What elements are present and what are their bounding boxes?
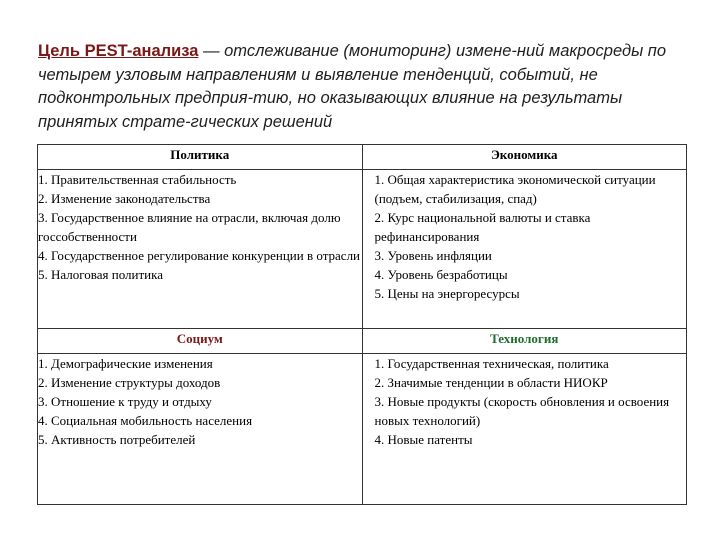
list-item: 5. Налоговая политика bbox=[38, 267, 163, 282]
header-technology: Технология bbox=[362, 329, 687, 354]
list-item: 3. Государственное влияние на отрасли, включая долю госсобственности bbox=[38, 210, 341, 244]
list-item: 2. Курс национальной валюты и ставка рефинансирования bbox=[374, 210, 591, 244]
intro-text: — отслеживание (мониторинг) измене-ний макросреды по четырем узловым направлениям и выявление тенденций, событий, не подконтрольных предприя-тию, но оказывающих влияние на результаты принятых страте-гических решений bbox=[38, 42, 667, 131]
list-item: 5. Цены на энергоресурсы bbox=[374, 286, 520, 301]
list-item: 1. Государственная техническая, политика bbox=[374, 356, 609, 371]
list-item: 5. Активность потребителей bbox=[38, 432, 196, 447]
pest-table bbox=[37, 144, 687, 505]
intro-lead: Цель PEST-анализа bbox=[38, 42, 199, 60]
header-politics: Политика bbox=[38, 145, 363, 170]
list-item: 2. Значимые тенденции в области НИОКР bbox=[374, 375, 608, 390]
content-row-top bbox=[38, 170, 687, 329]
header-society: Социум bbox=[38, 329, 363, 354]
content-row-bottom bbox=[38, 354, 687, 505]
intro-paragraph bbox=[38, 40, 688, 134]
politics-cell bbox=[38, 170, 363, 329]
list-item: 4. Государственное регулирование конкуренции в отрасли bbox=[38, 248, 361, 263]
list-item: 2. Изменение структуры доходов bbox=[38, 375, 221, 390]
list-item: 4. Уровень безработицы bbox=[374, 267, 508, 282]
list-item: 1. Демографические изменения bbox=[38, 356, 213, 371]
list-item: 2. Изменение законодательства bbox=[38, 191, 211, 206]
list-item: 3. Уровень инфляции bbox=[374, 248, 492, 263]
list-item: 1. Общая характеристика экономической ситуации (подъем, стабилизация, спад) bbox=[374, 172, 656, 206]
list-item: 3. Отношение к труду и отдыху bbox=[38, 394, 212, 409]
list-item: 4. Новые патенты bbox=[374, 432, 473, 447]
header-economics: Экономика bbox=[362, 145, 687, 170]
list-item: 1. Правительственная стабильность bbox=[38, 172, 237, 187]
society-cell bbox=[38, 354, 363, 505]
technology-cell bbox=[362, 354, 687, 505]
header-row-bottom bbox=[38, 329, 687, 354]
list-item: 4. Социальная мобильность населения bbox=[38, 413, 253, 428]
economics-cell bbox=[362, 170, 687, 329]
list-item: 3. Новые продукты (скорость обновления и освоения новых технологий) bbox=[374, 394, 670, 428]
header-row-top bbox=[38, 145, 687, 170]
